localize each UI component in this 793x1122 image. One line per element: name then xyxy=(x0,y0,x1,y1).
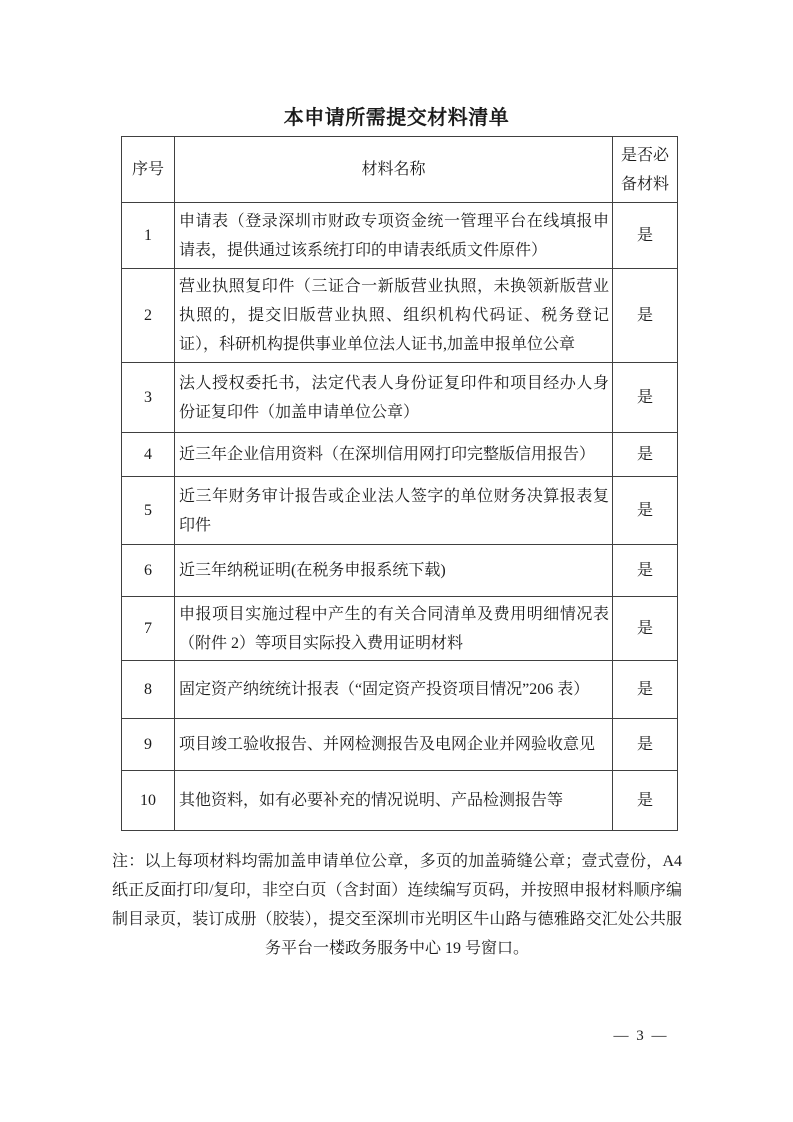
note-text: 注：以上每项材料均需加盖申请单位公章，多页的加盖骑缝公章；壹式壹份，A4纸正反面打印/复印，非空白页（含封面）连续编写页码，并按照申报材料顺序编制目录页，装订成册（胶装），提交至深圳市光明区牛山路与德雅路交汇处公共服务平台一楼政务服务中心 19 号窗口。 xyxy=(112,853,682,957)
required-flag-cell: 是 xyxy=(613,661,678,719)
row-index-cell: 2 xyxy=(122,269,175,363)
row-index-cell: 5 xyxy=(122,477,175,545)
required-flag-cell: 是 xyxy=(613,597,678,661)
required-flag-cell: 是 xyxy=(613,719,678,771)
row-index-cell: 10 xyxy=(122,771,175,831)
table-row xyxy=(122,269,678,363)
required-flag-cell: 是 xyxy=(613,269,678,363)
row-index-cell: 3 xyxy=(122,363,175,433)
row-index-cell: 1 xyxy=(122,203,175,269)
row-index-cell: 6 xyxy=(122,545,175,597)
table-row xyxy=(122,203,678,269)
row-index-cell: 7 xyxy=(122,597,175,661)
row-index-cell: 4 xyxy=(122,433,175,477)
table-row xyxy=(122,771,678,831)
material-name-cell: 申报项目实施过程中产生的有关合同清单及费用明细情况表（附件 2）等项目实际投入费用证明材料 xyxy=(175,597,613,661)
col-header-name: 材料名称 xyxy=(175,137,613,203)
required-flag-cell: 是 xyxy=(613,477,678,545)
table-row xyxy=(122,433,678,477)
row-index-cell: 9 xyxy=(122,719,175,771)
required-flag-cell: 是 xyxy=(613,203,678,269)
material-name-cell: 近三年纳税证明(在税务申报系统下载) xyxy=(175,545,613,597)
material-name-cell: 近三年企业信用资料（在深圳信用网打印完整版信用报告） xyxy=(175,433,613,477)
required-flag-cell: 是 xyxy=(613,433,678,477)
table-row xyxy=(122,363,678,433)
col-header-index: 序号 xyxy=(122,137,175,203)
material-name-cell: 项目竣工验收报告、并网检测报告及电网企业并网验收意见 xyxy=(175,719,613,771)
row-index-cell: 8 xyxy=(122,661,175,719)
material-name-cell: 近三年财务审计报告或企业法人签字的单位财务决算报表复印件 xyxy=(175,477,613,545)
table-row xyxy=(122,545,678,597)
required-flag-cell: 是 xyxy=(613,771,678,831)
required-flag-cell: 是 xyxy=(613,363,678,433)
materials-table xyxy=(121,136,678,831)
table-row xyxy=(122,719,678,771)
table-row xyxy=(122,477,678,545)
page-number: — 3 — xyxy=(613,1028,669,1044)
material-name-cell: 其他资料，如有必要补充的情况说明、产品检测报告等 xyxy=(175,771,613,831)
required-flag-cell: 是 xyxy=(613,545,678,597)
material-name-cell: 申请表（登录深圳市财政专项资金统一管理平台在线填报申请表，提供通过该系统打印的申请表纸质文件原件） xyxy=(175,203,613,269)
material-name-cell: 法人授权委托书，法定代表人身份证复印件和项目经办人身份证复印件（加盖申请单位公章） xyxy=(175,363,613,433)
table-header-row xyxy=(122,137,678,203)
col-header-required: 是否必备材料 xyxy=(613,137,678,203)
table-row xyxy=(122,597,678,661)
page-title: 本申请所需提交材料清单 xyxy=(283,107,510,129)
material-name-cell: 固定资产纳统统计报表（“固定资产投资项目情况”206 表） xyxy=(175,661,613,719)
material-name-cell: 营业执照复印件（三证合一新版营业执照，未换领新版营业执照的，提交旧版营业执照、组织机构代码证、税务登记证），科研机构提供事业单位法人证书,加盖申报单位公章 xyxy=(175,269,613,363)
table-row xyxy=(122,661,678,719)
